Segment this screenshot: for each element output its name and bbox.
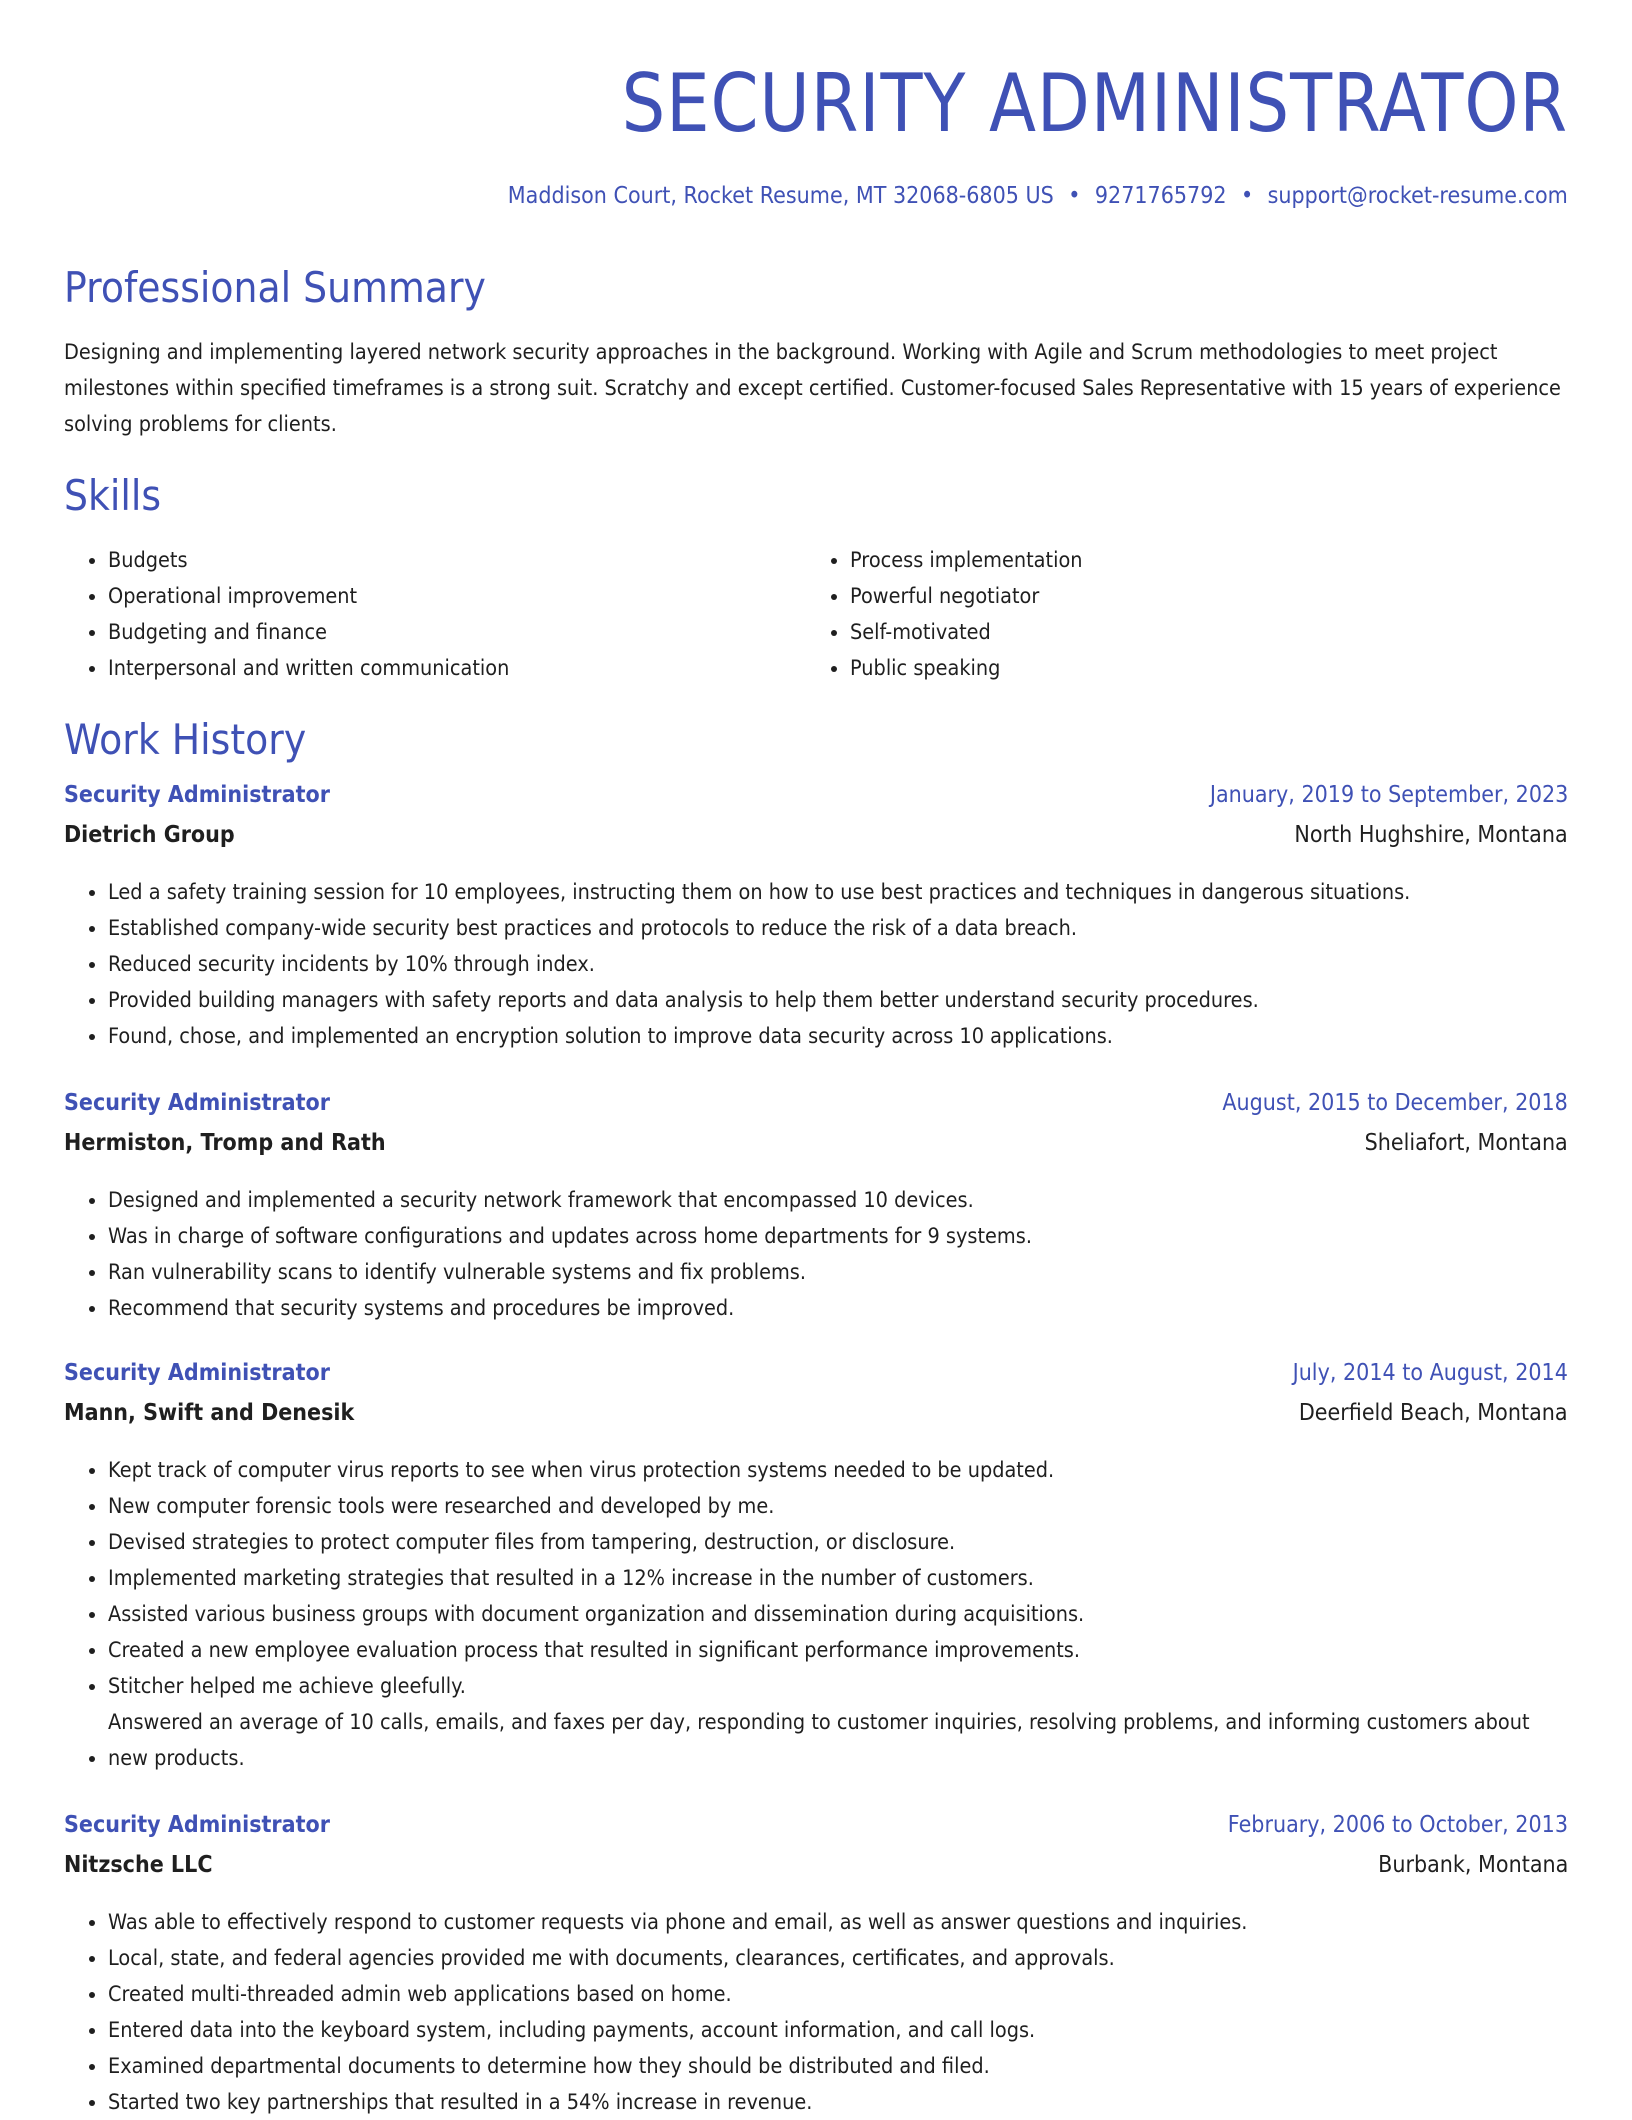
job-company-row: [64, 1130, 1568, 1170]
job-location: North Hughshire, Montana: [1294, 822, 1568, 848]
job-bullet: • Designed and implemented a security network framework that encompassed 10 devices.: [108, 1182, 1568, 1218]
job-title-row: [64, 1090, 1568, 1130]
job-bullet: • Assisted various business groups with document organization and dissemination during acquisitions.: [108, 1596, 1568, 1632]
job-bullet: • Answered an average of 10 calls, emails, and faxes per day, responding to customer inquiries, resolving problems, and informing customers about new products.: [108, 1704, 1568, 1776]
job-dates: July, 2014 to August, 2014: [1292, 1360, 1568, 1386]
job-bullet: • Reduced security incidents by 10% through index.: [108, 946, 1568, 982]
job-bullets: [64, 1452, 1568, 1776]
job-dates: February, 2006 to October, 2013: [1227, 1812, 1568, 1838]
job-bullet: • New computer forensic tools were researched and developed by me.: [108, 1488, 1568, 1524]
skill-item: • Interpersonal and written communication: [108, 650, 806, 686]
job-bullets: [64, 1182, 1568, 1326]
job-bullet: • Created a new employee evaluation process that resulted in significant performance improvements.: [108, 1632, 1568, 1668]
skill-item: • Process implementation: [850, 542, 1548, 578]
job-bullet: • Found, chose, and implemented an encryption solution to improve data security across 10 applications.: [108, 1018, 1568, 1054]
skill-item: • Budgeting and finance: [108, 614, 806, 650]
job-company: Hermiston, Tromp and Rath: [64, 1130, 386, 1156]
summary-text-block: [64, 334, 1568, 442]
job-title-row: [64, 1360, 1568, 1400]
job-title-row: [64, 782, 1568, 822]
job-bullet: • Led a safety training session for 10 employees, instructing them on how to use best practices and techniques in dangerous situations.: [108, 874, 1568, 910]
contact-email[interactable]: support@rocket-resume.com: [1267, 183, 1568, 209]
job-bullet: • Examined departmental documents to determine how they should be distributed and filed.: [108, 2048, 1568, 2084]
job-bullet: • Local, state, and federal agencies provided me with documents, clearances, certificates, and approvals.: [108, 1940, 1568, 1976]
job-bullet: • Implemented marketing strategies that resulted in a 12% increase in the number of customers.: [108, 1560, 1568, 1596]
contact-separator: •: [1241, 183, 1254, 209]
job-bullet: • Recommend that security systems and procedures be improved.: [108, 1290, 1568, 1326]
work-history-heading: Work History: [64, 715, 307, 764]
skill-item: • Public speaking: [850, 650, 1548, 686]
skills-column-right: [806, 542, 1548, 686]
skill-item: • Operational improvement: [108, 578, 806, 614]
contact-line: [508, 180, 1568, 212]
job-bullet: • Created multi-threaded admin web applications based on home.: [108, 1976, 1568, 2012]
job-bullets: [64, 874, 1568, 1054]
summary-heading: Professional Summary: [64, 263, 486, 312]
resume-name-title: SECURITY ADMINISTRATOR: [621, 57, 1568, 150]
contact-separator: •: [1068, 183, 1081, 209]
job-bullet: • Was able to effectively respond to customer requests via phone and email, as well as answer questions and inquiries.: [108, 1904, 1568, 1940]
job-dates: August, 2015 to December, 2018: [1222, 1090, 1568, 1116]
job-location: Burbank, Montana: [1377, 1852, 1568, 1878]
job-location: Sheliafort, Montana: [1364, 1130, 1568, 1156]
job-company-row: [64, 1852, 1568, 1892]
skills-heading: Skills: [64, 471, 162, 520]
job-bullet: • Was in charge of software configurations and updates across home departments for 9 systems.: [108, 1218, 1568, 1254]
job-bullets: [64, 1904, 1568, 2120]
job-title: Security Administrator: [64, 782, 330, 808]
job-bullet: • Provided building managers with safety reports and data analysis to help them better understand security procedures.: [108, 982, 1568, 1018]
job-bullet: • Devised strategies to protect computer files from tampering, destruction, or disclosure.: [108, 1524, 1568, 1560]
job-entry: [64, 1812, 1568, 2120]
job-title-row: [64, 1812, 1568, 1852]
skill-item: • Budgets: [108, 542, 806, 578]
job-bullet: • Started two key partnerships that resulted in a 54% increase in revenue.: [108, 2084, 1568, 2120]
skills-column-left: [64, 542, 806, 686]
skills-list: [64, 542, 1568, 686]
job-bullet: • Kept track of computer virus reports to see when virus protection systems needed to be updated.: [108, 1452, 1568, 1488]
job-title: Security Administrator: [64, 1360, 330, 1386]
job-entry: [64, 1360, 1568, 1776]
job-location: Deerfield Beach, Montana: [1299, 1400, 1568, 1426]
job-bullet: • Entered data into the keyboard system, including payments, account information, and call logs.: [108, 2012, 1568, 2048]
job-company-row: [64, 1400, 1568, 1440]
job-company: Dietrich Group: [64, 822, 235, 848]
contact-address: Maddison Court, Rocket Resume, MT 32068-6805 US: [507, 183, 1055, 209]
job-bullet: • Stitcher helped me achieve gleefully.: [108, 1668, 1568, 1704]
job-company: Nitzsche LLC: [64, 1852, 213, 1878]
summary-text: Designing and implementing layered network security approaches in the background. Working with Agile and Scrum methodologies to meet project milestones within specified timeframes is a strong suit. Scratchy and except certified. Customer-focused Sales Representative with 15 years of experience solving problems for clients.: [64, 340, 1561, 436]
job-entry: [64, 1090, 1568, 1326]
job-dates: January, 2019 to September, 2023: [1209, 782, 1568, 808]
contact-phone: 9271765792: [1095, 183, 1227, 209]
skill-item: • Self-motivated: [850, 614, 1548, 650]
job-entry: [64, 782, 1568, 1054]
job-title: Security Administrator: [64, 1812, 330, 1838]
skill-item: • Powerful negotiator: [850, 578, 1548, 614]
job-bullet: • Established company-wide security best practices and protocols to reduce the risk of a data breach.: [108, 910, 1568, 946]
job-bullet: • Ran vulnerability scans to identify vulnerable systems and fix problems.: [108, 1254, 1568, 1290]
job-company-row: [64, 822, 1568, 862]
job-title: Security Administrator: [64, 1090, 330, 1116]
job-company: Mann, Swift and Denesik: [64, 1400, 355, 1426]
